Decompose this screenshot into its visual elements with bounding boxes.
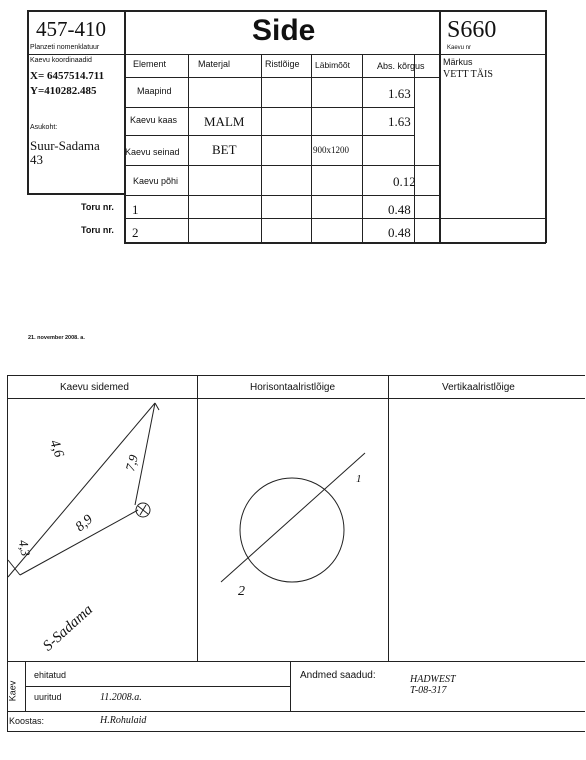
table-row-element: Maapind [137, 86, 172, 96]
surveyed-value: 11.2008.a. [100, 692, 142, 703]
x-coordinate: X= 6457514.711 [30, 70, 105, 82]
footer-side-label: Kaev [7, 680, 18, 702]
compiled-value: H.Rohulaid [100, 715, 147, 726]
pipe-line [221, 453, 365, 582]
table-row-element: Kaevu seinad [125, 147, 180, 157]
manhole-circle [240, 478, 344, 582]
page-title: Side [252, 14, 316, 47]
sketch-label-89: 8,9 [72, 512, 96, 535]
source-label: Andmed saadud: [300, 670, 376, 681]
table-row-diameter: 900x1200 [313, 145, 349, 155]
pipe-row-abs: 0.48 [388, 225, 411, 240]
surveyed-label: uuritud [34, 692, 62, 702]
sketch-label-46: 4,6 [46, 438, 67, 460]
column-header-cross-section: Ristlõige [265, 59, 300, 69]
remark-value: VETT TÄIS [443, 69, 493, 80]
pipe-row-label: Toru nr. [81, 202, 114, 212]
well-number-caption: Kaevu nr [447, 45, 472, 51]
pipe-row-label: Toru nr. [81, 225, 114, 235]
table-row-material: MALM [204, 114, 245, 129]
section-title-vertical: Vertikaalristlõige [442, 382, 515, 393]
y-coordinate: Y=410282.485 [30, 85, 97, 97]
plan-number: 457-410 [36, 17, 106, 41]
plan-number-caption: Planzeti nomenklatuur [30, 44, 100, 51]
column-header-element: Element [133, 59, 167, 69]
column-header-abs-height: Abs. kõrgus [377, 61, 425, 71]
address-line2: 43 [30, 152, 43, 167]
section-title-connections: Kaevu sidemed [60, 382, 129, 393]
address-caption: Asukoht: [30, 124, 58, 131]
column-header-material: Materjal [198, 59, 231, 69]
table-row-material: BET [212, 142, 237, 157]
table-row-abs: 1.63 [388, 114, 411, 129]
table-row-abs: 1.63 [388, 86, 411, 101]
pipe-row-abs: 0.48 [388, 202, 411, 217]
coord-caption: Kaevu koordinaadid [30, 57, 92, 64]
source-line1: HADWEST [410, 674, 456, 685]
built-label: ehitatud [34, 670, 67, 680]
section-title-horizontal: Horisontaalristlõige [250, 382, 336, 393]
table-row-element: Kaevu põhi [133, 176, 179, 186]
sketch-street-label: S-Sadama [40, 601, 97, 655]
table-row-abs: 0.12 [393, 174, 416, 189]
pipe2-label: 2 [238, 584, 245, 599]
document-date: 21. november 2008. a. [28, 335, 85, 341]
source-line2: T-08-317 [410, 685, 447, 696]
column-header-remark: Märkus [443, 57, 473, 67]
sketch-label-79: 7,9 [122, 453, 141, 473]
compiled-label: Koostas: [9, 716, 45, 726]
column-header-diameter: Läbimõõt [315, 60, 350, 70]
sketch-label-43: 4,3 [15, 538, 34, 558]
pipe1-label: 1 [356, 473, 362, 485]
pipe-row-number: 2 [132, 225, 139, 240]
well-number: S660 [447, 17, 497, 43]
pipe-row-number: 1 [132, 202, 139, 217]
table-row-element: Kaevu kaas [130, 115, 178, 125]
address-line1: Suur-Sadama [30, 138, 100, 153]
